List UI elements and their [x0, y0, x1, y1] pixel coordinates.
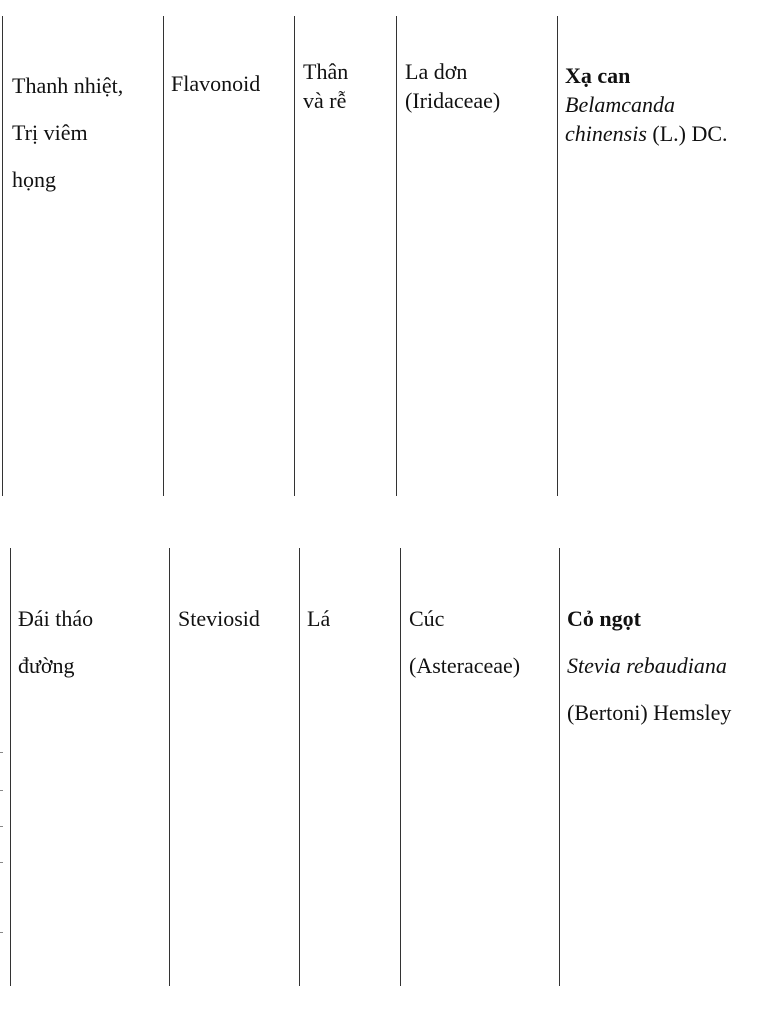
table-row — [0, 0, 768, 500]
margin-mark — [0, 932, 3, 933]
indication-line: họng — [12, 167, 56, 192]
family-cell — [405, 57, 500, 115]
margin-mark — [0, 790, 3, 791]
compound-cell — [171, 71, 260, 97]
column-divider — [163, 16, 164, 496]
plant-scientific-name: Stevia rebaudiana — [567, 653, 727, 678]
family-line: Cúc — [409, 606, 445, 631]
column-divider — [169, 548, 170, 986]
plant-part-cell — [303, 57, 348, 115]
indication-cell — [12, 62, 123, 203]
margin-mark — [0, 862, 3, 863]
plant-scientific-species: chinensis — [565, 121, 647, 146]
indication-line: Đái tháo — [18, 606, 94, 631]
family-line: (Iridaceae) — [405, 88, 501, 113]
indication-cell — [18, 595, 93, 689]
plant-scientific-line — [565, 119, 728, 148]
indication-line: Trị viêm — [12, 120, 88, 145]
plant-common-name: Xạ can — [565, 63, 631, 88]
indication-line: Thanh nhiệt, — [12, 73, 124, 98]
column-divider — [396, 16, 397, 496]
part-line: Thân — [303, 59, 349, 84]
column-divider — [559, 548, 560, 986]
compound-text: Steviosid — [178, 606, 260, 631]
family-line: (Asteraceae) — [409, 653, 521, 678]
plant-authority: (Bertoni) Hemsley — [567, 700, 732, 725]
indication-line: đường — [18, 653, 75, 678]
part-line: và rễ — [303, 88, 347, 113]
plant-name-cell — [565, 61, 728, 148]
plant-common-name: Cỏ ngọt — [567, 606, 641, 631]
column-divider — [294, 16, 295, 496]
part-line: Lá — [307, 606, 331, 631]
family-line: La dơn — [405, 59, 468, 84]
plant-name-cell — [567, 595, 731, 736]
family-cell — [409, 595, 520, 689]
margin-mark — [0, 752, 3, 753]
column-divider — [400, 548, 401, 986]
compound-cell — [178, 595, 260, 642]
plant-scientific-genus: Belamcanda — [565, 92, 675, 117]
margin-mark — [0, 826, 3, 827]
column-divider — [2, 16, 3, 496]
plant-part-cell — [307, 595, 330, 642]
column-divider — [299, 548, 300, 986]
plant-authority: (L.) DC. — [646, 121, 728, 146]
column-divider — [10, 548, 11, 986]
compound-text: Flavonoid — [171, 71, 261, 96]
column-divider — [557, 16, 558, 496]
